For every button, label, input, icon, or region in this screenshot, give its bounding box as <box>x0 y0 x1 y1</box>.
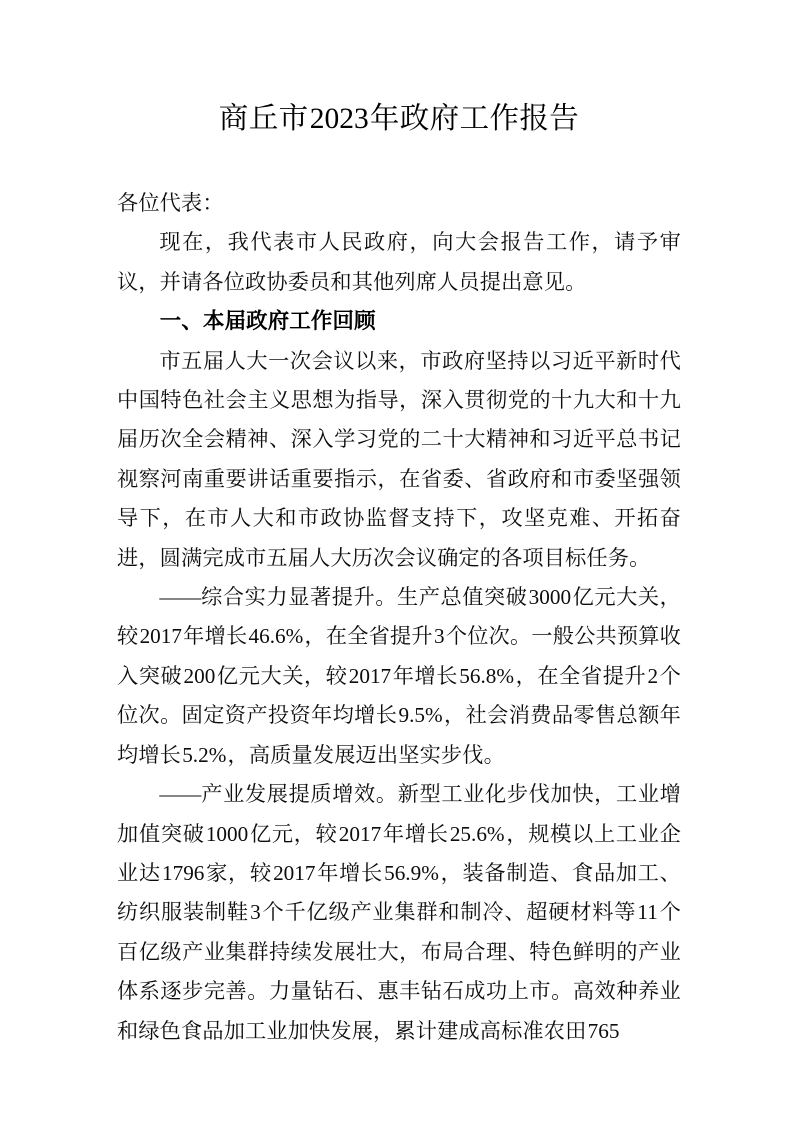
paragraph-achievement-comprehensive-strength: ——综合实力显著提升。生产总值突破3000亿元大关，较2017年增长46.6%，在全省提升3个位次。一般公共预算收入突破200亿元大关，较2017年增长56.8%，在全省提升2个位次。固定资产投资年均增长9.5%，社会消费品零售总额年均增长5.2%，高质量发展迈出坚实步伐。 <box>117 585 682 767</box>
title-spacer <box>117 142 681 184</box>
paragraph-salutation: 各位代表： <box>117 191 224 215</box>
document-text-column <box>117 96 681 1051</box>
paragraph-achievement-industrial-development: ——产业发展提质增效。新型工业化步伐加快，工业增加值突破1000亿元，较2017年增长25.6%，规模以上工业企业达1796家，较2017年增长56.9%，装备制造、食品加工、纺织服装制鞋3个千亿级产业集群和制冷、超硬材料等11个百亿级产业集群持续发展壮大，布局合理、特色鲜明的产业体系逐步完善。力量钻石、惠丰钻石成功上市。高效种养业和绿色食品加工业加快发展，累计建成高标准农田765 <box>117 782 682 1043</box>
page-title: 商丘市2023年政府工作报告 <box>218 103 580 135</box>
paragraph-review-intro: 市五届人大一次会议以来，市政府坚持以习近平新时代中国特色社会主义思想为指导，深入贯彻党的十九大和十九届历次全会精神、深入学习党的二十大精神和习近平总书记视察河南重要讲话重要指示，在省委、省政府和市委坚强领导下，在市人大和市政协监督支持下，攻坚克难、开拓奋进，圆满完成市五届人大历次会议确定的各项目标任务。 <box>117 348 681 570</box>
paragraph-opening: 现在，我代表市人民政府，向大会报告工作，请予审议，并请各位政协委员和其他列席人员提出意见。 <box>117 230 681 294</box>
section-heading-government-work-review: 一、本届政府工作回顾 <box>159 309 376 334</box>
